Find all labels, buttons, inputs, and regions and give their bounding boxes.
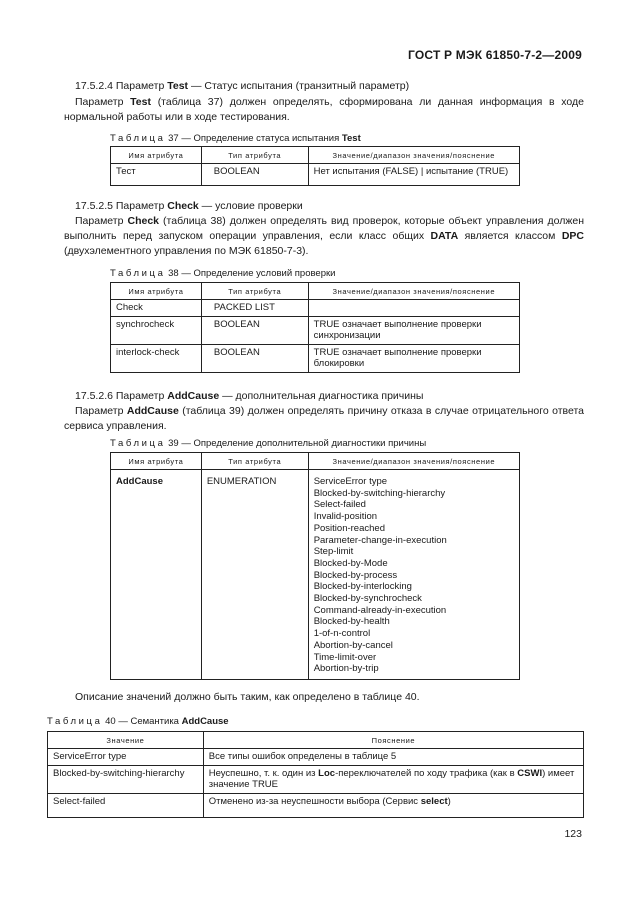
page-number: 123 <box>564 828 582 840</box>
header-cell: Значение/диапазон значения/пояснение <box>308 453 519 470</box>
list-item: Position-reached <box>313 522 385 534</box>
body-prefix: Параметр <box>75 96 124 108</box>
param-name: AddCause <box>126 405 179 417</box>
param-name: Test <box>167 80 189 92</box>
list-item: Parameter-change-in-execution <box>313 534 447 546</box>
list-item: Command-already-in-execution <box>313 604 447 616</box>
list-item: ServiceError type <box>313 476 388 487</box>
table-cell: Нет испытания (FALSE) | испытание (TRUE) <box>308 164 519 186</box>
list-item: Abortion-by-cancel <box>313 639 393 651</box>
body-text: (таблица 39) должен определять причину отказа в случае отрицательного ответа сервиса управления. <box>64 405 584 432</box>
table-label: Таблица <box>47 716 103 727</box>
table-39-caption <box>110 436 426 451</box>
param-name: Check <box>167 200 199 212</box>
section-desc: — Статус испытания (транзитный параметр) <box>190 80 410 92</box>
table-cell: interlock-check <box>111 344 202 372</box>
table-39 <box>110 452 520 680</box>
table-40-caption <box>47 714 229 729</box>
cell-text: ) имеет значение TRUE <box>208 767 575 791</box>
section-body-test <box>64 95 584 125</box>
table-title-bold: AddCause <box>181 716 229 727</box>
table-title: — Определение дополнительной диагностики причины <box>181 438 427 449</box>
table-title: — Определение статуса испытания <box>181 133 340 144</box>
section-prefix: Параметр <box>115 200 165 212</box>
body-text: (таблица 37) должен определять, сформирована ли данная информация в ходе нормальной работы или в ходе тестирования. <box>64 96 585 123</box>
list-item: Invalid-position <box>313 511 378 523</box>
table-cell: Blocked-by-switching-hierarchy <box>48 765 204 793</box>
header-cell: Значение/диапазон значения/пояснение <box>308 147 519 164</box>
table-label: Таблица <box>110 438 166 449</box>
table-cell: Все типы ошибок определены в таблице 5 <box>203 749 583 766</box>
loc-keyword: Loc <box>318 767 336 779</box>
list-item: Blocked-by-interlocking <box>313 581 412 593</box>
attr-name: AddCause <box>116 476 163 487</box>
table-label: Таблица <box>110 133 166 144</box>
cell-text: Неуспешно, т. к. один из <box>208 767 316 779</box>
section-heading-test <box>75 79 409 94</box>
table-label: Таблица <box>110 268 166 279</box>
list-item: Blocked-by-switching-hierarchy <box>313 487 446 499</box>
body-text: (двухэлементного управления по МЭК 61850-7-3). <box>64 245 309 257</box>
section-number: 17.5.2.5 <box>75 200 113 212</box>
table-cell: Check <box>111 300 202 317</box>
list-item: Blocked-by-health <box>313 616 390 628</box>
list-item: Abortion-by-trip <box>313 663 379 675</box>
list-item: Blocked-by-synchrocheck <box>313 593 422 605</box>
data-keyword: DATA <box>430 230 459 242</box>
table-cell: Select-failed <box>48 793 204 817</box>
table-cell: TRUE означает выполнение проверки блокировки <box>308 344 519 372</box>
table-number: 40 <box>105 716 116 727</box>
table-title: — Определение условий проверки <box>181 268 336 279</box>
table-row <box>111 164 520 186</box>
table-cell <box>308 300 519 317</box>
table-40 <box>47 731 584 818</box>
list-item: 1-of-n-control <box>313 628 371 640</box>
section-desc: — условие проверки <box>201 200 303 212</box>
param-name: Test <box>130 96 151 108</box>
table-row <box>111 470 520 680</box>
table-header-row <box>48 732 584 749</box>
table-cell: BOOLEAN <box>201 164 308 186</box>
attr-type: ENUMERATION <box>201 470 308 680</box>
table-cell <box>203 765 583 793</box>
list-item: Step-limit <box>313 546 354 558</box>
section-heading-check <box>75 199 303 214</box>
table-number: 37 <box>168 133 179 144</box>
header-cell: Имя атрибута <box>111 147 202 164</box>
table-cell: BOOLEAN <box>201 344 308 372</box>
table-row <box>48 765 584 793</box>
table-38 <box>110 282 520 373</box>
table-row <box>48 793 584 817</box>
body-prefix: Параметр <box>75 405 124 417</box>
header-cell: Имя атрибута <box>111 453 202 470</box>
list-item: Time-limit-over <box>313 651 377 663</box>
table-38-caption <box>110 266 335 281</box>
table-37-caption <box>110 131 361 146</box>
header-cell: Тип атрибута <box>201 147 308 164</box>
cell-text: Отменено из-за неуспешности выбора (Сервис <box>208 795 419 807</box>
section-body-addcause <box>64 404 584 434</box>
table-cell: BOOLEAN <box>201 316 308 344</box>
table-row <box>111 344 520 372</box>
dpc-keyword: DPC <box>561 230 584 242</box>
table-row <box>111 316 520 344</box>
header-cell: Значение <box>48 732 204 749</box>
table-header-row <box>111 147 520 164</box>
note-paragraph: Описание значений должно быть таким, как определено в таблице 40. <box>75 691 420 703</box>
list-item: Blocked-by-Mode <box>313 557 388 569</box>
table-title: — Семантика <box>118 716 179 727</box>
select-keyword: select <box>420 795 448 807</box>
section-number: 17.5.2.4 <box>75 80 113 92</box>
section-prefix: Параметр <box>115 390 165 402</box>
table-cell: PACKED LIST <box>201 300 308 317</box>
section-desc: — дополнительная диагностика причины <box>222 390 424 402</box>
table-cell: synchrocheck <box>111 316 202 344</box>
table-37 <box>110 146 520 186</box>
section-body-check <box>64 214 584 259</box>
body-prefix: Параметр <box>75 215 124 227</box>
header-cell: Имя атрибута <box>111 283 202 300</box>
table-title-bold: Test <box>341 133 361 144</box>
cell-text: ) <box>447 795 451 807</box>
table-header-row <box>111 283 520 300</box>
cell-text: -переключателей по ходу трафика (как в <box>335 767 515 779</box>
list-item: Blocked-by-process <box>313 569 398 581</box>
header-cell: Тип атрибута <box>201 453 308 470</box>
table-number: 39 <box>168 438 179 449</box>
section-number: 17.5.2.6 <box>75 390 113 402</box>
table-number: 38 <box>168 268 179 279</box>
table-cell: Тест <box>111 164 202 186</box>
param-name: AddCause <box>167 390 220 402</box>
body-text: является классом <box>464 230 556 242</box>
param-name: Check <box>127 215 159 227</box>
body-text: (таблица 38) должен определять вид проверок, которые объект управления должен выполнить перед запуском операции управления, если класс общих <box>64 215 584 242</box>
standard-header: ГОСТ Р МЭК 61850-7-2—2009 <box>408 48 582 62</box>
header-cell: Значение/диапазон значения/пояснение <box>308 283 519 300</box>
enum-values-list <box>308 470 519 680</box>
table-cell: ServiceError type <box>48 749 204 766</box>
header-cell: Пояснение <box>203 732 583 749</box>
section-heading-addcause <box>75 389 423 404</box>
cswi-keyword: CSWI <box>517 767 543 779</box>
table-header-row <box>111 453 520 470</box>
section-prefix: Параметр <box>115 80 165 92</box>
list-item: Select-failed <box>313 499 366 511</box>
table-row <box>111 300 520 317</box>
table-row <box>48 749 584 766</box>
table-cell: TRUE означает выполнение проверки синхронизации <box>308 316 519 344</box>
header-cell: Тип атрибута <box>201 283 308 300</box>
table-cell <box>203 793 583 817</box>
